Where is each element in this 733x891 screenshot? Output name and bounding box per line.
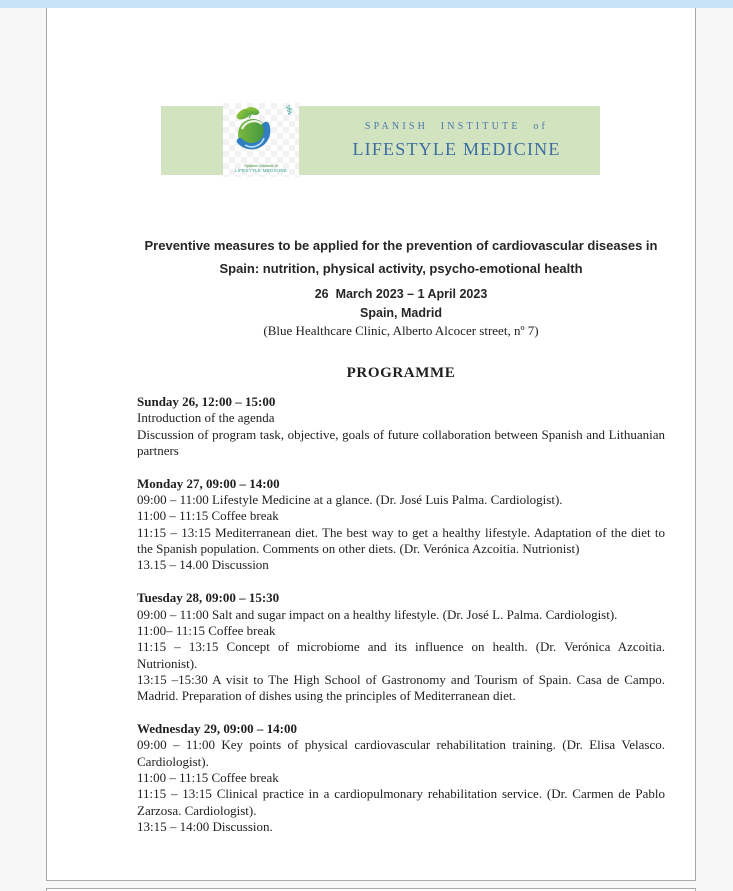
- logo-caption: [223, 163, 299, 173]
- schedule-entry: 13:15 – 14:00 Discussion.: [137, 819, 273, 835]
- globe-swirl-icon: [238, 119, 268, 149]
- event-dates: 26 March 2023 – 1 April 2023: [314, 287, 488, 301]
- schedule-entry: Discussion of program task, objective, goals of future collaboration between Spanish and Lithuanian partners: [137, 426, 665, 459]
- programme-heading: PROGRAMME: [346, 365, 456, 381]
- event-venue: (Blue Healthcare Clinic, Alberto Alcocer street, nº 7): [263, 323, 539, 338]
- institute-logo: [223, 103, 299, 177]
- viewer-top-bar: [0, 0, 733, 8]
- schedule-entry: 09:00 – 11:00 Salt and sugar impact on a healthy lifestyle. (Dr. José L. Palma. Cardiologist).: [137, 606, 618, 622]
- banner-institute-name: [299, 106, 600, 175]
- day-section-monday: [137, 476, 665, 574]
- schedule-entry: 13.15 – 14.00 Discussion: [137, 557, 269, 573]
- logo-globe-leaves-icon: [229, 105, 281, 157]
- document-title-line1: Preventive measures to be applied for the prevention of cardiovascular diseases in: [144, 238, 658, 253]
- schedule-entry: 11:00 – 11:15 Coffee break: [137, 770, 279, 786]
- day-heading: Monday 27, 09:00 – 14:00: [137, 475, 280, 491]
- schedule-entry: 09:00 – 11:00 Lifestyle Medicine at a glance. (Dr. José Luis Palma. Cardiologist).: [137, 492, 563, 508]
- letterhead-banner: [161, 103, 600, 175]
- document-page-1[interactable]: [46, 8, 696, 881]
- logo-caption-line1: Spanish Institute of: [243, 163, 279, 168]
- leaves-icon: [235, 106, 260, 122]
- schedule-entry: Introduction of the agenda: [137, 410, 275, 426]
- day-section-sunday: [137, 394, 665, 459]
- document-title-line2: Spain: nutrition, physical activity, psycho-emotional health: [219, 261, 583, 276]
- schedule-entry: 11:15 – 13:15 Clinical practice in a cardiopulmonary rehabilitation service. (Dr. Carmen de Pablo Zarzosa. Cardiologist).: [137, 786, 665, 818]
- institute-name-small: SPANISH INSTITUTE of: [364, 121, 549, 132]
- schedule-entry: 11:15 – 13:15 Mediterranean diet. The best way to get a healthy lifestyle. Adaptation of the diet to the Spanish population. Comments on other diets. (Dr. Verónica Azcoitia. Nutrionist): [137, 524, 665, 557]
- day-heading: Wednesday 29, 09:00 – 14:00: [137, 721, 297, 737]
- day-heading: Sunday 26, 12:00 – 15:00: [137, 394, 276, 409]
- schedule-entry: 09:00 – 11:00 Key points of physical cardiovascular rehabilitation training. (Dr. Elisa Velasco. Cardiologist).: [137, 737, 665, 769]
- schedule-entry: 11:00– 11:15 Coffee break: [137, 622, 276, 638]
- day-section-tuesday: [137, 590, 665, 704]
- caduceus-icon: ⚕: [285, 103, 293, 119]
- schedule-entry: 11:00 – 11:15 Coffee break: [137, 508, 279, 524]
- day-section-wednesday: [137, 721, 665, 835]
- logo-caption-line2: LIFESTYLE MEDICINE: [234, 168, 288, 173]
- document-title: [137, 234, 665, 280]
- institute-name-large: LIFESTYLE MEDICINE: [352, 139, 561, 159]
- event-location: Spain, Madrid: [360, 306, 442, 320]
- schedule-entry: 13:15 –15:30 A visit to The High School of Gastronomy and Tourism of Spain. Casa de Campo. Madrid. Preparation of dishes using the principles of Mediterranean diet.: [137, 671, 665, 704]
- day-heading: Tuesday 28, 09:00 – 15:30: [137, 590, 280, 606]
- schedule-entry: 11:15 – 13:15 Concept of microbiome and its influence on health. (Dr. Verónica Azcoitia. Nutrionist).: [137, 639, 665, 671]
- programme-schedule: [137, 394, 665, 852]
- event-date-location: [137, 285, 665, 323]
